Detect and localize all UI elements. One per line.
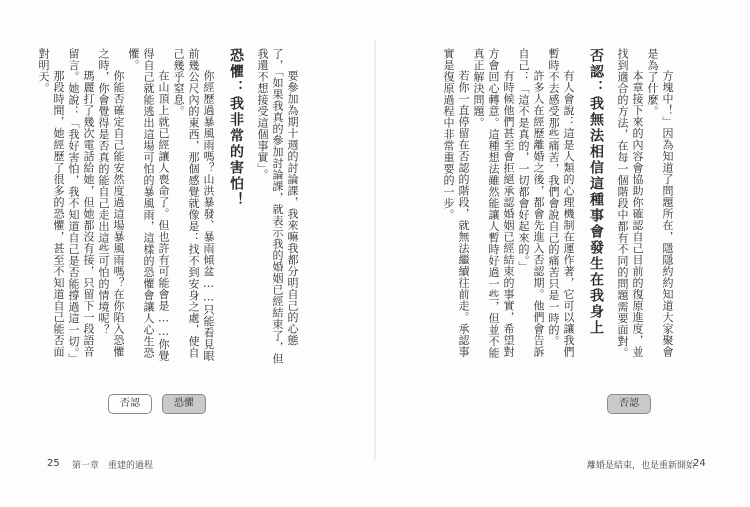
section-heading-fear: 恐懼：我非常的害怕！	[228, 48, 244, 208]
paragraph: 有人會說：這是人類的心理機制在運作著，它可以讓我們暫時不去感受那些痛苦，我們會說自己的痛苦只是一時的。	[547, 48, 575, 358]
paragraph: 有時候他們甚至會拒絕承認婚姻已經結束的事實，希望對方會回心轉意。這種想法雖然能讓人暫時好過一些，但並不能真正解決問題。	[472, 48, 515, 359]
stage-tags	[607, 394, 651, 414]
paragraph: 瑪麗打了幾次電話給她，但她都沒有接，只留下一段語音留言。她說：「我好害怕，我不知道自己是否能撐過這一切。」	[67, 48, 95, 365]
tag-fear-highlighted: 恐懼	[162, 394, 206, 414]
tag-denial-highlighted: 否認	[607, 394, 651, 414]
tag-denial: 否認	[108, 394, 152, 414]
right-page	[375, 0, 750, 507]
paragraph: 要參加為期十週的討論課，我來嘛我都分明自己的心態了，「如果我真的參加討論課，就表示我的婚姻已經結束了，但我還不想接受這個事實」。	[256, 48, 299, 365]
running-head: 離婚是結束，也是重新開始	[587, 461, 696, 471]
stage-tags	[108, 394, 206, 414]
page-number: 25	[47, 458, 60, 469]
paragraph: 你能否確定自己能安然度過這場暴風雨嗎？在你陷入恐懼之時，你會覺得是否真的能自己走出這些可怕的情境呢？	[97, 48, 125, 358]
paragraph: 在山頂上就已經讓人喪命了。但也許有可能會是……你覺得自己就能逃出這場可怕的暴風雨，這樣的恐懼會讓人心生恐懼。	[127, 48, 170, 362]
section-heading-denial: 否認：我無法相信這種事會發生在我身上	[588, 48, 604, 336]
paragraph: 本章接下來的內容會協助你確認自己目前的復原進度，並找到適合的方法，在每一個階段中都有不同的問題需要面對。	[616, 48, 644, 359]
paragraph: 許多人在經歷離婚之後，都會先進入否認期。他們會告訴自己：「這不是真的，一切都會好起來的。」	[517, 48, 545, 358]
right-page-text	[430, 48, 675, 368]
paragraph: 那段時間，她經歷了很多的恐懼，甚至不知道自己能否面對明天。	[37, 48, 65, 358]
left-page-text	[37, 48, 300, 368]
paragraph: 方塊中！」因為知道了問題所在，隱隱約約知道大家聚會是為了什麼。	[646, 48, 674, 358]
paragraph: 若你一直停留在否認的階段，就無法繼續往前走。承認事實是復原過程中非常重要的一步。	[442, 48, 470, 358]
running-head: 第一章 重建的過程	[72, 461, 154, 471]
page-number: 24	[693, 458, 706, 469]
paragraph: 你經歷過暴風雨嗎？山洪暴發、暴雨傾盆……只能看見眼前幾公尺內的東西，那個感覺就像是：找不到安身之處，使自己幾乎窒息。	[172, 48, 215, 362]
